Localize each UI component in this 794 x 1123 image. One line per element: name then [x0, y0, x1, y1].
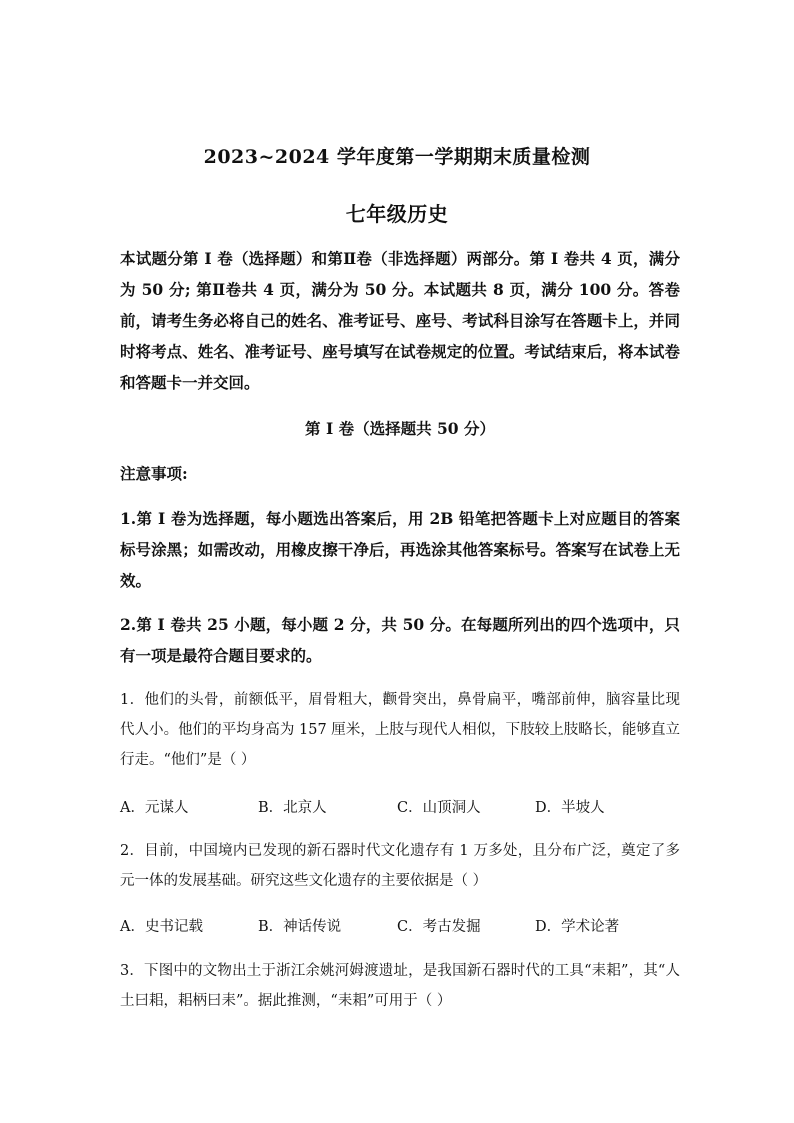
option-a: A．史书记载: [120, 919, 203, 935]
notes-title: 注意事项:: [120, 464, 188, 483]
option-c: C．考古发掘: [397, 919, 481, 935]
section-heading: 第 I 卷（选择题共 50 分）: [305, 419, 495, 438]
question-1: 1．他们的头骨，前额低平，眉骨粗大，颧骨突出，鼻骨扁平，嘴部前伸，脑容量比现代人小。他们的平均身高为 157 厘米，上肢与现代人相似，下肢较上肢略长，能够直立行走。“他们”是（ ）: [120, 692, 680, 768]
question-2: 2．目前，中国境内已发现的新石器时代文化遗存有 1 万多处，且分布广泛，奠定了多元一体的发展基础。研究这些文化遗存的主要依据是（ ）: [120, 843, 680, 889]
option-d: D．学术论著: [535, 919, 620, 935]
question-2-options: [120, 915, 680, 939]
note-1: 1.第 I 卷为选择题，每小题选出答案后，用 2B 铅笔把答题卡上对应题目的答案标号涂黑；如需改动，用橡皮擦干净后，再选涂其他答案标号。答案写在试卷上无效。: [120, 509, 680, 590]
question-3: 3．下图中的文物出土于浙江余姚河姆渡遗址，是我国新石器时代的工具“耒耜”，其“人土曰耜，耜柄曰耒”。据此推测，“耒耜”可用于（ ）: [120, 963, 680, 1009]
intro-paragraph: 本试题分第 I 卷（选择题）和第Ⅱ卷（非选择题）两部分。第 I 卷共 4 页，满分为 50 分; 第Ⅱ卷共 4 页，满分为 50 分。本试题共 8 页，满分 100 分。答卷前，请考生务必将自己的姓名、准考证号、座号、考试科目涂写在答题卡上，并同时将考点、姓名、准考证号、座号填写在试卷规定的位置。考试结束后，将本试卷和答题卡一并交回。: [120, 249, 680, 392]
option-b: B．神话传说: [258, 919, 342, 935]
option-d: D．半坡人: [535, 800, 605, 816]
exam-title: 2023~2024 学年度第一学期期末质量检测: [203, 146, 591, 168]
exam-subtitle: 七年级历史: [345, 202, 449, 226]
note-2: 2.第 I 卷共 25 小题，每小题 2 分，共 50 分。在每题所列出的四个选项中，只有一项是最符合题目要求的。: [120, 615, 680, 665]
option-a: A．元谋人: [120, 800, 189, 816]
question-1-options: [120, 796, 680, 820]
option-c: C．山顶洞人: [397, 800, 481, 816]
option-b: B．北京人: [258, 800, 327, 816]
